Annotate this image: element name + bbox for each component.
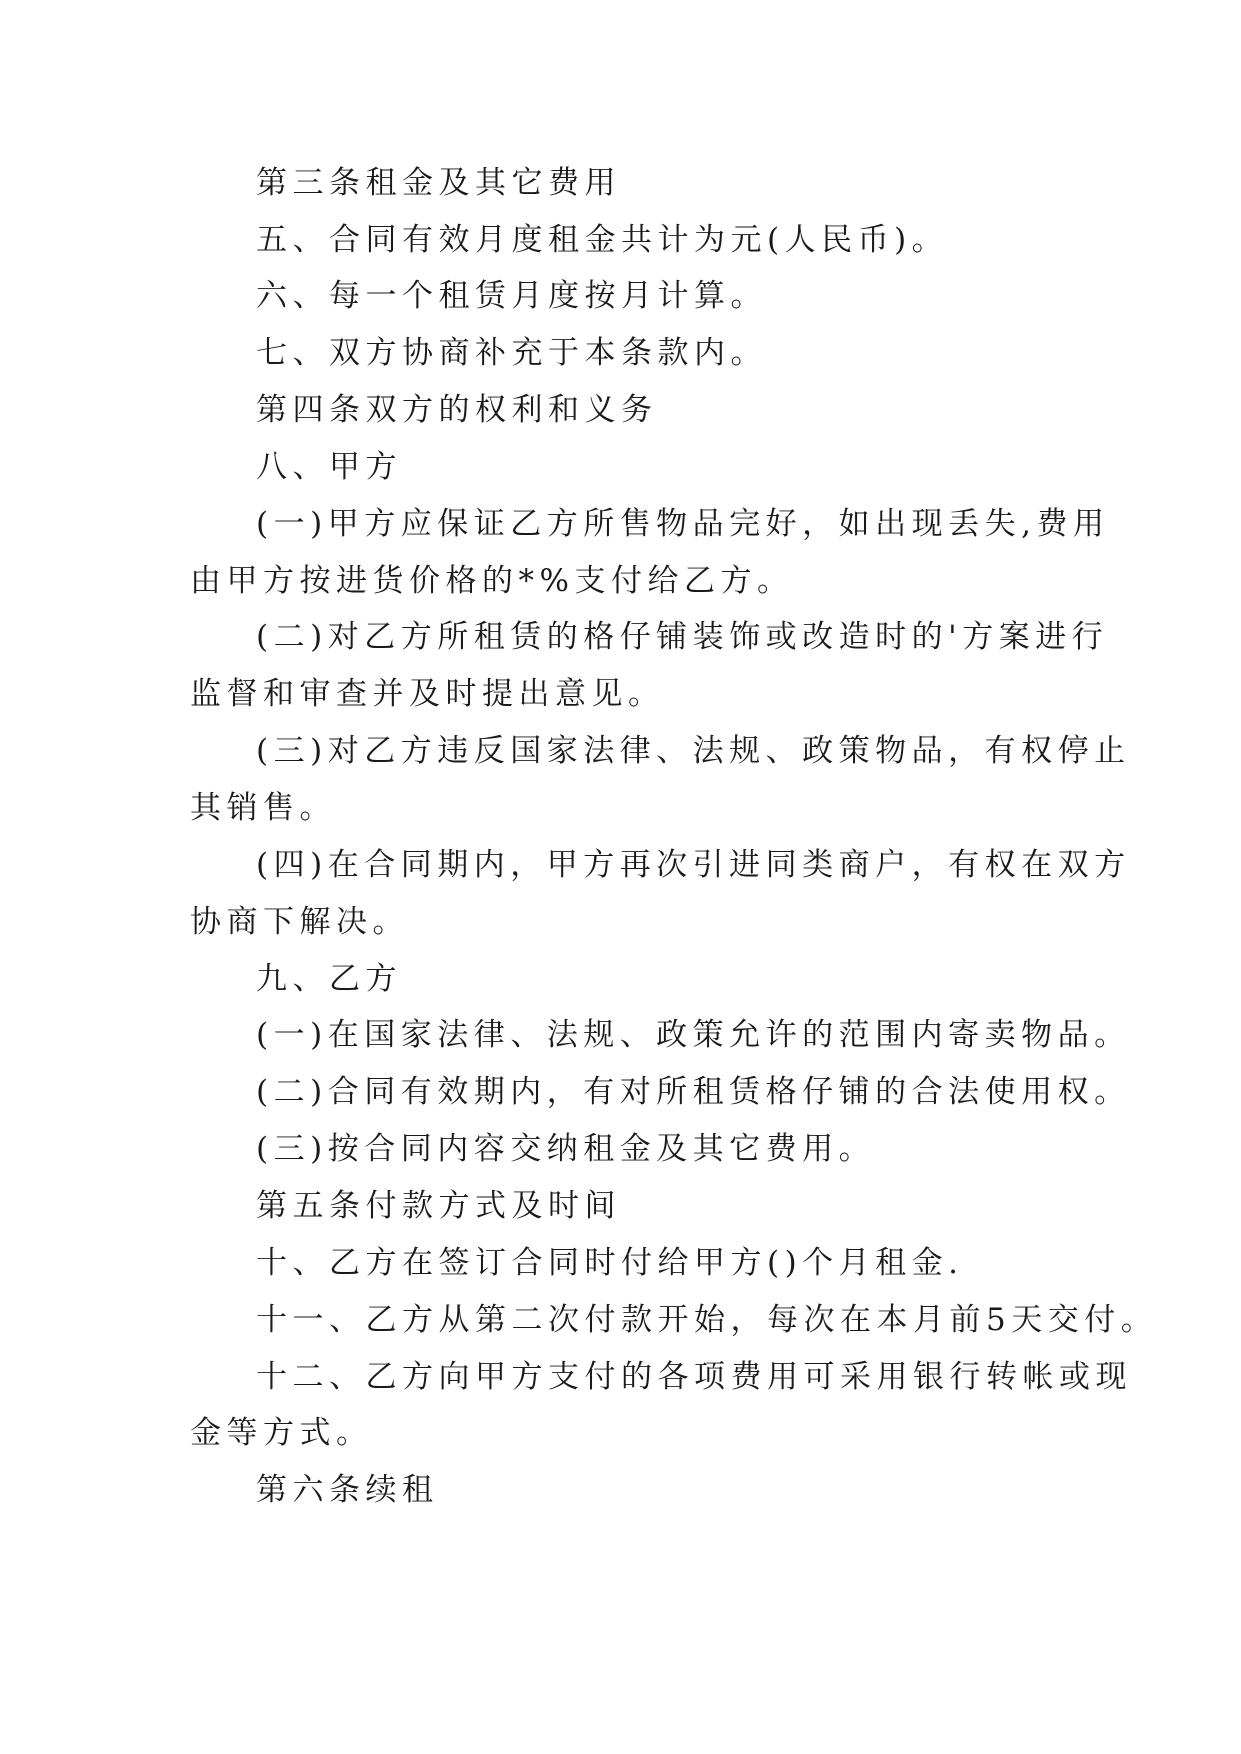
clause-10: 十、乙方在签订合同时付给甲方()个月租金. xyxy=(256,1245,964,1281)
clause-9-item-1: (一)在国家法律、法规、政策允许的范围内寄卖物品。 xyxy=(256,1017,1131,1053)
clause-8-item-2-line-2: 监督和审查并及时提出意见。 xyxy=(190,676,665,712)
clause-8-item-4-line-2: 协商下解决。 xyxy=(190,904,409,940)
section-heading-5: 第五条付款方式及时间 xyxy=(256,1188,621,1224)
clause-8-party-a: 八、甲方 xyxy=(256,449,402,485)
section-heading-3: 第三条租金及其它费用 xyxy=(256,165,621,201)
section-heading-4: 第四条双方的权利和义务 xyxy=(256,392,658,428)
section-heading-6: 第六条续租 xyxy=(256,1472,439,1508)
clause-9-item-3: (三)按合同内容交纳租金及其它费用。 xyxy=(256,1131,876,1167)
clause-8-item-2-line-1: (二)对乙方所租赁的格仔铺装饰或改造时的'方案进行 xyxy=(256,619,1109,655)
clause-8-item-1-line-2: 由甲方按进货价格的*%支付给乙方。 xyxy=(190,563,794,599)
clause-11: 十一、乙方从第二次付款开始，每次在本月前5天交付。 xyxy=(256,1302,1158,1338)
clause-8-item-4-line-1: (四)在合同期内，甲方再次引进同类商户，有权在双方 xyxy=(256,847,1131,883)
clause-8-item-3-line-1: (三)对乙方违反国家法律、法规、政策物品，有权停止 xyxy=(256,733,1131,769)
clause-8-item-1-line-1: (一)甲方应保证乙方所售物品完好，如出现丢失,费用 xyxy=(256,506,1110,542)
clause-5: 五、合同有效月度租金共计为元(人民币)。 xyxy=(256,222,949,258)
clause-9-item-2: (二)合同有效期内，有对所租赁格仔铺的合法使用权。 xyxy=(256,1074,1131,1110)
clause-9-party-b: 九、乙方 xyxy=(256,961,402,997)
clause-7: 七、双方协商补充于本条款内。 xyxy=(256,335,767,371)
clause-12-line-2: 金等方式。 xyxy=(190,1415,373,1451)
clause-12-line-1: 十二、乙方向甲方支付的各项费用可采用银行转帐或现 xyxy=(256,1359,1132,1395)
clause-6: 六、每一个租赁月度按月计算。 xyxy=(256,278,767,314)
clause-8-item-3-line-2: 其销售。 xyxy=(190,790,336,826)
